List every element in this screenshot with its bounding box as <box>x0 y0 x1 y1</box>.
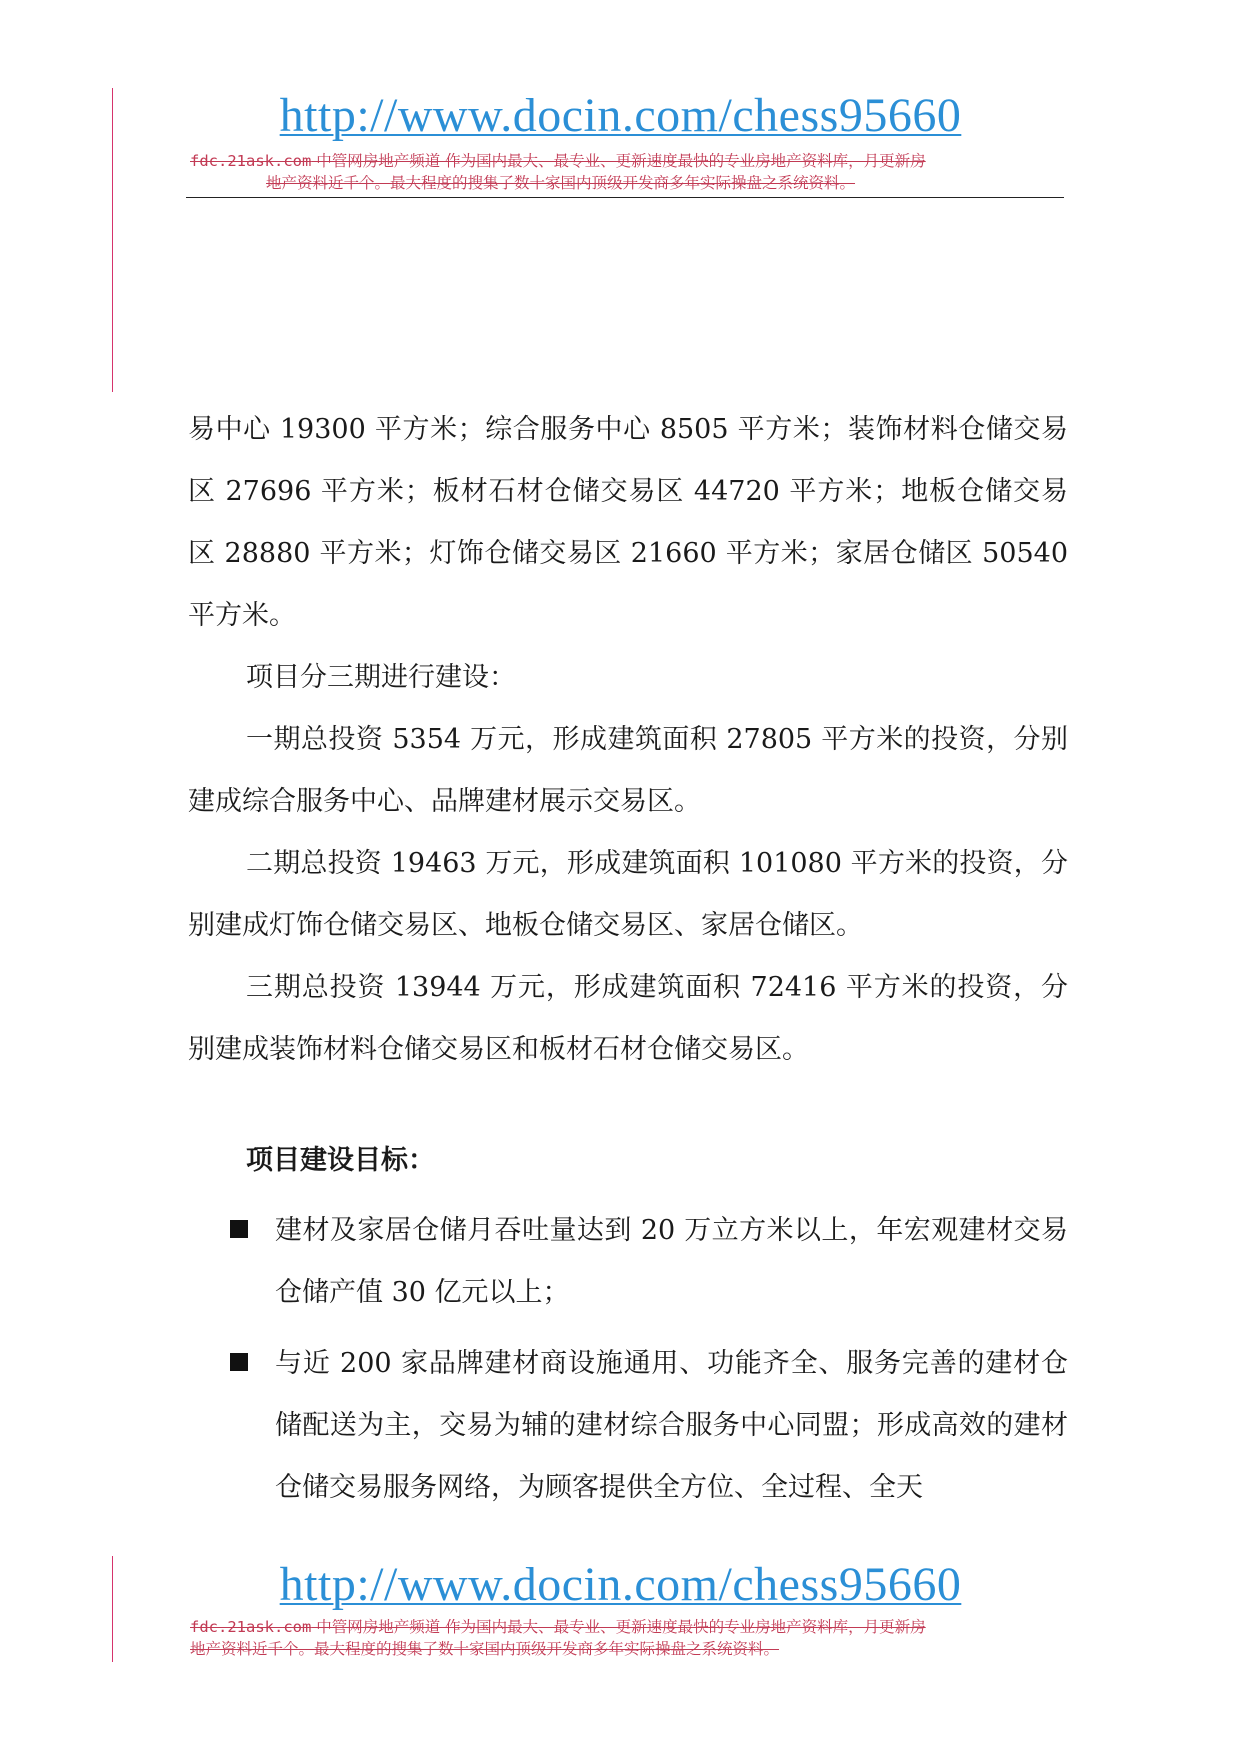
header-url-link[interactable]: http://www.docin.com/chess95660 <box>279 89 962 142</box>
paragraph-phase-1: 一期总投资 5354 万元，形成建筑面积 27805 平方米的投资，分别建成综合服务中心、品牌建材展示交易区。 <box>188 724 1068 817</box>
footer-promo-line-1: fdc.21ask.com 中管网房地产频道 作为国内最大、最专业、更新速度最快的专业房地产资料库，月更新房 <box>190 1618 926 1636</box>
paragraph-phase-3: 三期总投资 13944 万元，形成建筑面积 72416 平方米的投资，分别建成装饰材料仓储交易区和板材石材仓储交易区。 <box>188 972 1068 1065</box>
section-heading-goals: 项目建设目标： <box>246 1145 435 1176</box>
header-rule <box>186 197 1064 198</box>
footer-promo-line-2: 地产资料近千个。最大程度的搜集了数十家国内顶级开发商多年实际操盘之系统资料。 <box>190 1640 780 1658</box>
document-body <box>188 399 1068 1081</box>
footer-promo-site[interactable]: fdc.21ask.com <box>190 1618 312 1636</box>
bullet-item-1-text: 建材及家居仓储月吞吐量达到 20 万立方米以上，年宏观建材交易仓储产值 30 亿元以上； <box>275 1215 1068 1308</box>
footer-url-link[interactable]: http://www.docin.com/chess95660 <box>279 1558 962 1611</box>
header-promo-line-2: 地产资料近千个。最大程度的搜集了数十家国内顶级开发商多年实际操盘之系统资料。 <box>266 174 856 192</box>
square-bullet-icon <box>230 1353 248 1371</box>
header-promo-site[interactable]: fdc.21ask.com <box>190 152 312 170</box>
bullet-item-2 <box>230 1333 1068 1519</box>
header-promo-line-1: fdc.21ask.com 中管网房地产频道 作为国内最大、最专业、更新速度最快的专业房地产资料库，月更新房 <box>190 152 926 170</box>
bullet-item-1 <box>230 1200 1068 1324</box>
paragraph-phase-2: 二期总投资 19463 万元，形成建筑面积 101080 平方米的投资，分别建成灯饰仓储交易区、地板仓储交易区、家居仓储区。 <box>188 848 1068 941</box>
bullet-item-2-text: 与近 200 家品牌建材商设施通用、功能齐全、服务完善的建材仓储配送为主，交易为辅的建材综合服务中心同盟；形成高效的建材仓储交易服务网络，为顾客提供全方位、全过程、全天 <box>275 1348 1068 1503</box>
paragraph-phases-intro: 项目分三期进行建设： <box>246 662 516 693</box>
square-bullet-icon <box>230 1220 248 1238</box>
paragraph-area-list: 易中心 19300 平方米；综合服务中心 8505 平方米；装饰材料仓储交易区 27696 平方米；板材石材仓储交易区 44720 平方米；地板仓储交易区 28880 平方米；灯饰仓储交易区 21660 平方米；家居仓储区 50540 平方米。 <box>188 414 1068 631</box>
